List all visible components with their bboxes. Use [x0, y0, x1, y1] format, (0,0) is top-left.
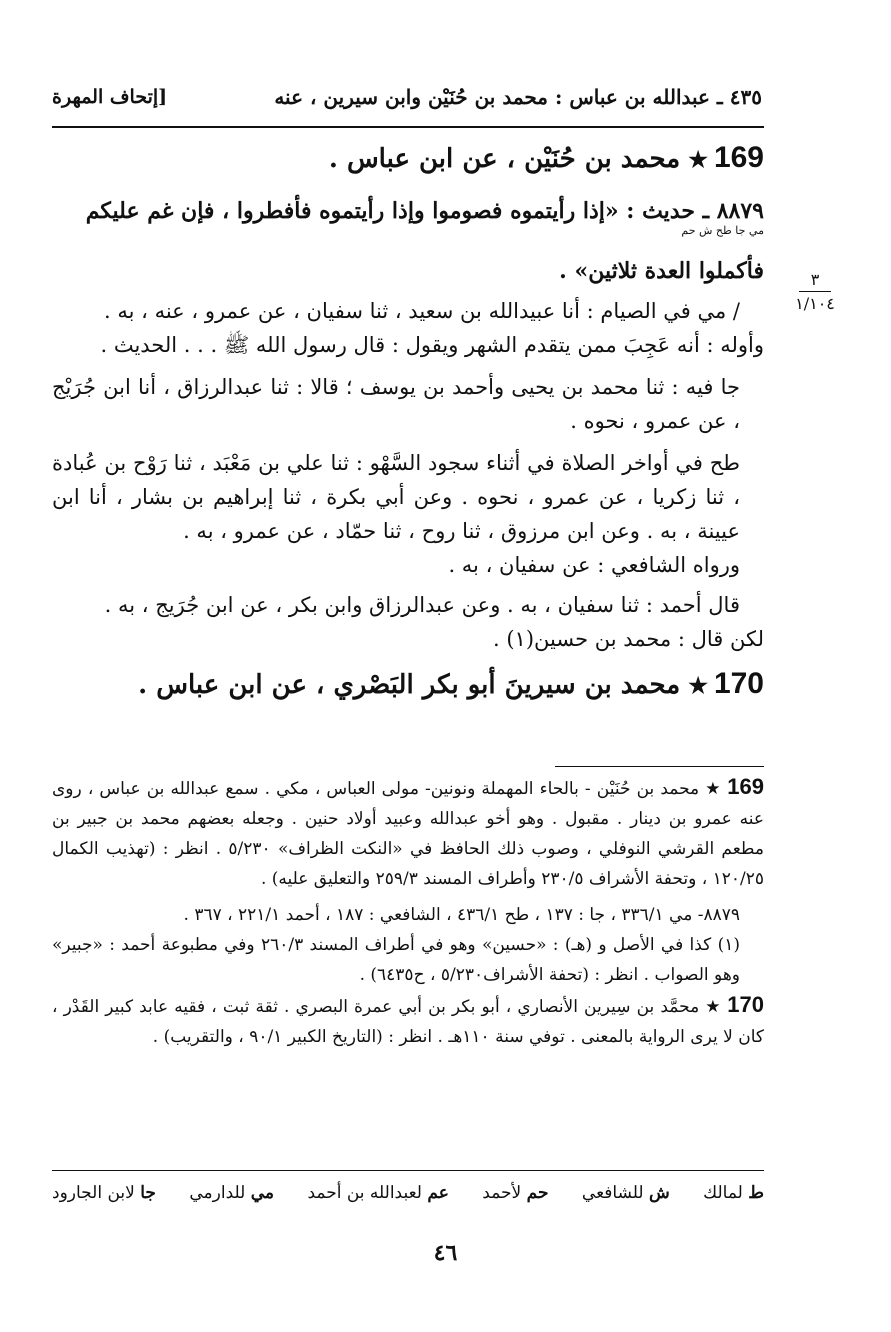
header-book-title: [إتحاف المهرة	[52, 86, 168, 108]
entry-number: 170	[713, 667, 764, 700]
footnote-1: (١) كذا في الأصل و (هـ) : «حسين» وهو في أطراف المسند ٢٦٠/٣ وفي مطبوعة أحمد : «جبير» وهو الصواب . انظر : (تحفة الأشراف٥/٢٣٠ ، ح٦٤٣٥) .	[52, 935, 740, 985]
hadith-tail: فأكملوا العدة ثلاثين» .	[559, 258, 764, 284]
paragraph-ja: جا فيه : ثنا محمد بن يحيى وأحمد بن يوسف ؛ قالا : ثنا عبدالرزاق ، أنا ابن جُرَيْج ، عن عمرو ، نحوه .	[52, 375, 740, 433]
paragraph-shafii: ورواه الشافعي : عن سفيان ، به .	[448, 553, 740, 577]
footnote-8879: ٨٨٧٩- مي ٣٣٦/١ ، جا : ١٣٧ ، طح ٤٣٦/١ ، الشافعي : ١٨٧ ، أحمد ٢٢١/١ ، ٣٦٧ .	[183, 905, 740, 925]
paragraph-ahmad: قال أحمد : ثنا سفيان ، به . وعن عبدالرزاق وابن بكر ، عن ابن جُرَيج ، به .	[104, 593, 740, 617]
margin-volume: ٣	[810, 270, 820, 289]
star-icon: ★	[688, 147, 708, 173]
abbreviations-key	[52, 1183, 764, 1203]
abbr-item: مي للدارمي	[189, 1183, 275, 1203]
main-text	[52, 138, 764, 706]
abbr-item: عم لعبدالله بن أحمد	[307, 1183, 449, 1203]
running-header	[52, 80, 762, 114]
star-icon: ★	[688, 673, 708, 699]
footnote-text: ★ محمَّد بن سِيرين الأنصاري ، أبو بكر بن أبي عمرة البصري . ثقة ثبت ، فقيه عابد كبير القَدْر ، كان لا يرى الرواية بالمعنى . توفي سنة ١١٠هـ . انظر : (التاريخ الكبير ٩٠/١ ، والتقريب) .	[52, 997, 764, 1047]
entry-170-heading	[52, 664, 764, 706]
entry-title: محمد بن حُنَيْن ، عن ابن عباس .	[328, 144, 681, 174]
paragraph-mi-cont: وأوله : أنه عَجِبَ ممن يتقدم الشهر ويقول : قال رسول الله ﷺ . . . الحديث .	[100, 333, 764, 357]
abbr-item: ط لمالك	[703, 1183, 764, 1203]
page-number: ٤٦	[433, 1240, 458, 1266]
footnote-text: ★ محمد بن حُنَيْن - بالحاء المهملة ونونين- مولى العباس ، مكي . سمع عبدالله بن عباس ، روى عنه عمرو بن دينار . مقبول . وهو أخو عبدالله وعبيد أولاد حنين . وجعله بعضهم محمد بن جبير بن مطعم القرشي النوفلي ، وصوب ذلك الحافظ في «النكت الظراف» ٥/٢٣٠ . انظر : (تهذيب الكمال ١٢٠/٢٥ ، وتحفة الأشراف ٢٣٠/٥ وأطراف المسند ٢٥٩/٣ والتعليق عليه) .	[52, 779, 764, 889]
entry-169-heading	[52, 138, 764, 180]
footnote-rule	[555, 766, 764, 767]
footnote-number: 169	[727, 774, 764, 799]
paragraph-tah: طح في أواخر الصلاة في أثناء سجود السَّهْو : ثنا علي بن مَعْبَد ، ثنا رَوْح بن عُبادة ، ثنا زكريا ، عن عمرو ، نحوه . وعن أبي بكرة ، ثنا إبراهيم بن بشار ، أنا ابن عيينة ، به . وعن ابن مرزوق ، ثنا روح ، ثنا حمّاد ، عن عمرو ، به .	[52, 451, 740, 543]
paragraph-mi: / مي في الصيام : أنا عبيدالله بن سعيد ، ثنا سفيان ، عن عمرو ، عنه ، به .	[103, 299, 740, 323]
entry-title: محمد بن سيرينَ أبو بكر البَصْري ، عن ابن عباس .	[138, 670, 681, 700]
footnote-number: 170	[727, 992, 765, 1017]
hadith-sigla: مي جا طح ش حم	[681, 224, 764, 237]
margin-reference	[790, 270, 840, 313]
entry-number: 169	[713, 141, 764, 174]
abbr-item: جا لابن الجارود	[52, 1183, 156, 1203]
abbr-item: حم لأحمد	[482, 1183, 549, 1203]
footnote-169	[52, 772, 764, 894]
hadith-continuation	[52, 224, 764, 284]
margin-divider	[799, 291, 831, 292]
header-rule	[52, 126, 764, 128]
footnotes	[52, 772, 764, 1052]
abbr-item: ش للشافعي	[581, 1183, 670, 1203]
paragraph-ahmad-cont: لكن قال : محمد بن حسين(١) .	[493, 627, 764, 651]
abbreviations-rule	[52, 1170, 764, 1171]
hadith-head: ٨٨٧٩ ـ حديث : «إذا رأيتموه فصوموا وإذا رأيتموه فأفطروا ، فإن غم عليكم	[85, 198, 764, 224]
hadith-text	[52, 194, 764, 228]
footnote-170	[52, 990, 764, 1052]
header-chapter-title: ٤٣٥ ـ عبدالله بن عباس : محمد بن حُنَيْن وابن سيرين ، عنه	[274, 85, 762, 109]
margin-page: ١/١٠٤	[795, 294, 835, 313]
